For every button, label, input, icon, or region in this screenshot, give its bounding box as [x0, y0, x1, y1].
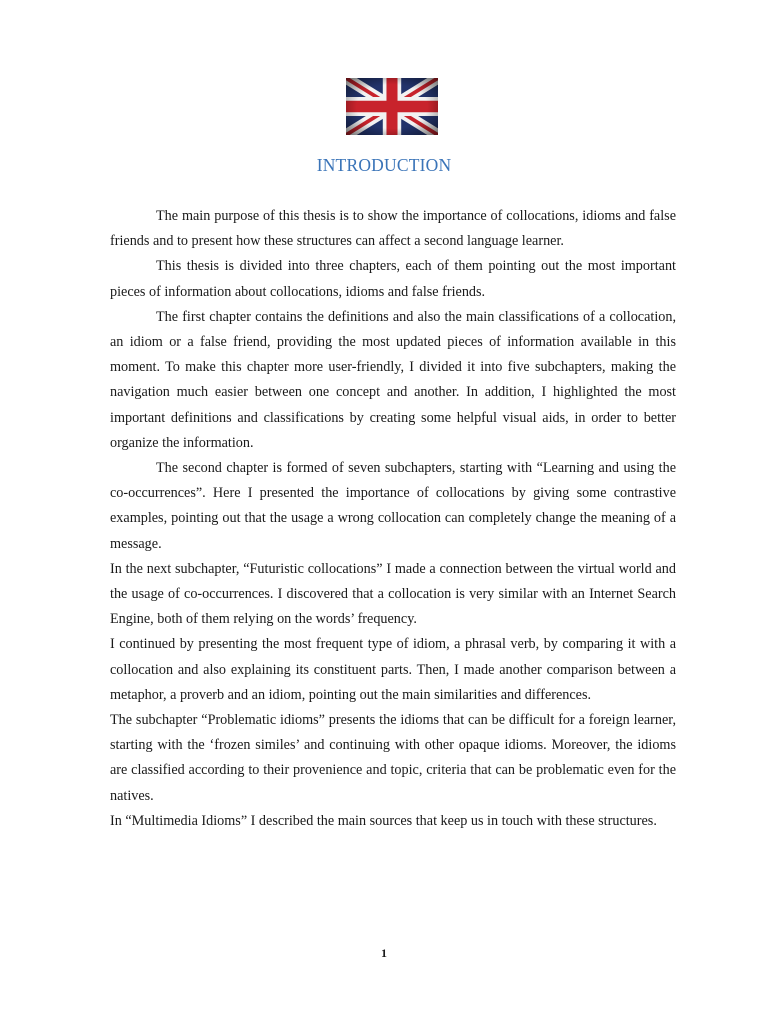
page-number: 1	[381, 946, 387, 960]
body-paragraph: The second chapter is formed of seven subchapters, starting with “Learning and using the co-occurrences”. Here I presented the importance of collocations by giving some contrastive examples, pointing out that the usage a wrong collocation can completely change the meaning of a message.	[110, 460, 676, 552]
body-paragraph: The first chapter contains the definitions and also the main classifications of a collocation, an idiom or a false friend, providing the most updated pieces of information available in this moment. To make this chapter more user-friendly, I divided it into five subchapters, making the navigation much easier between one concept and another. In addition, I highlighted the most important definitions and classifications by creating some helpful visual aids, in order to better organize the information.	[110, 308, 676, 451]
body-paragraph: The subchapter “Problematic idioms” presents the idioms that can be difficult for a foreign learner, starting with the ‘frozen similes’ and continuing with other opaque idioms. Moreover, the idioms are classified according to their provenience and topic, criteria that can be problematic even for the natives.	[110, 712, 676, 804]
union-jack-flag-icon	[346, 78, 438, 135]
body-paragraph: In the next subchapter, “Futuristic collocations” I made a connection between the virtual world and the usage of co-occurrences. I discovered that a collocation is very similar with an Internet Search Engine, both of them relying on the words’ frequency.	[110, 560, 676, 628]
body-paragraph: This thesis is divided into three chapters, each of them pointing out the most important pieces of information about collocations, idioms and false friends.	[110, 258, 676, 300]
page-title: INTRODUCTION	[316, 155, 452, 175]
body-paragraph: I continued by presenting the most frequent type of idiom, a phrasal verb, by comparing it with a collocation and also explaining its constituent parts. Then, I made another comparison between a metaphor, a proverb and an idiom, pointing out the main similarities and differences.	[110, 636, 676, 703]
introduction-body	[110, 204, 676, 834]
body-paragraph: In “Multimedia Idioms” I described the main sources that keep us in touch with these structures.	[110, 812, 657, 829]
body-paragraph: The main purpose of this thesis is to show the importance of collocations, idioms and false friends and to present how these structures can affect a second language learner.	[110, 208, 676, 250]
flag-graphic	[346, 78, 438, 135]
